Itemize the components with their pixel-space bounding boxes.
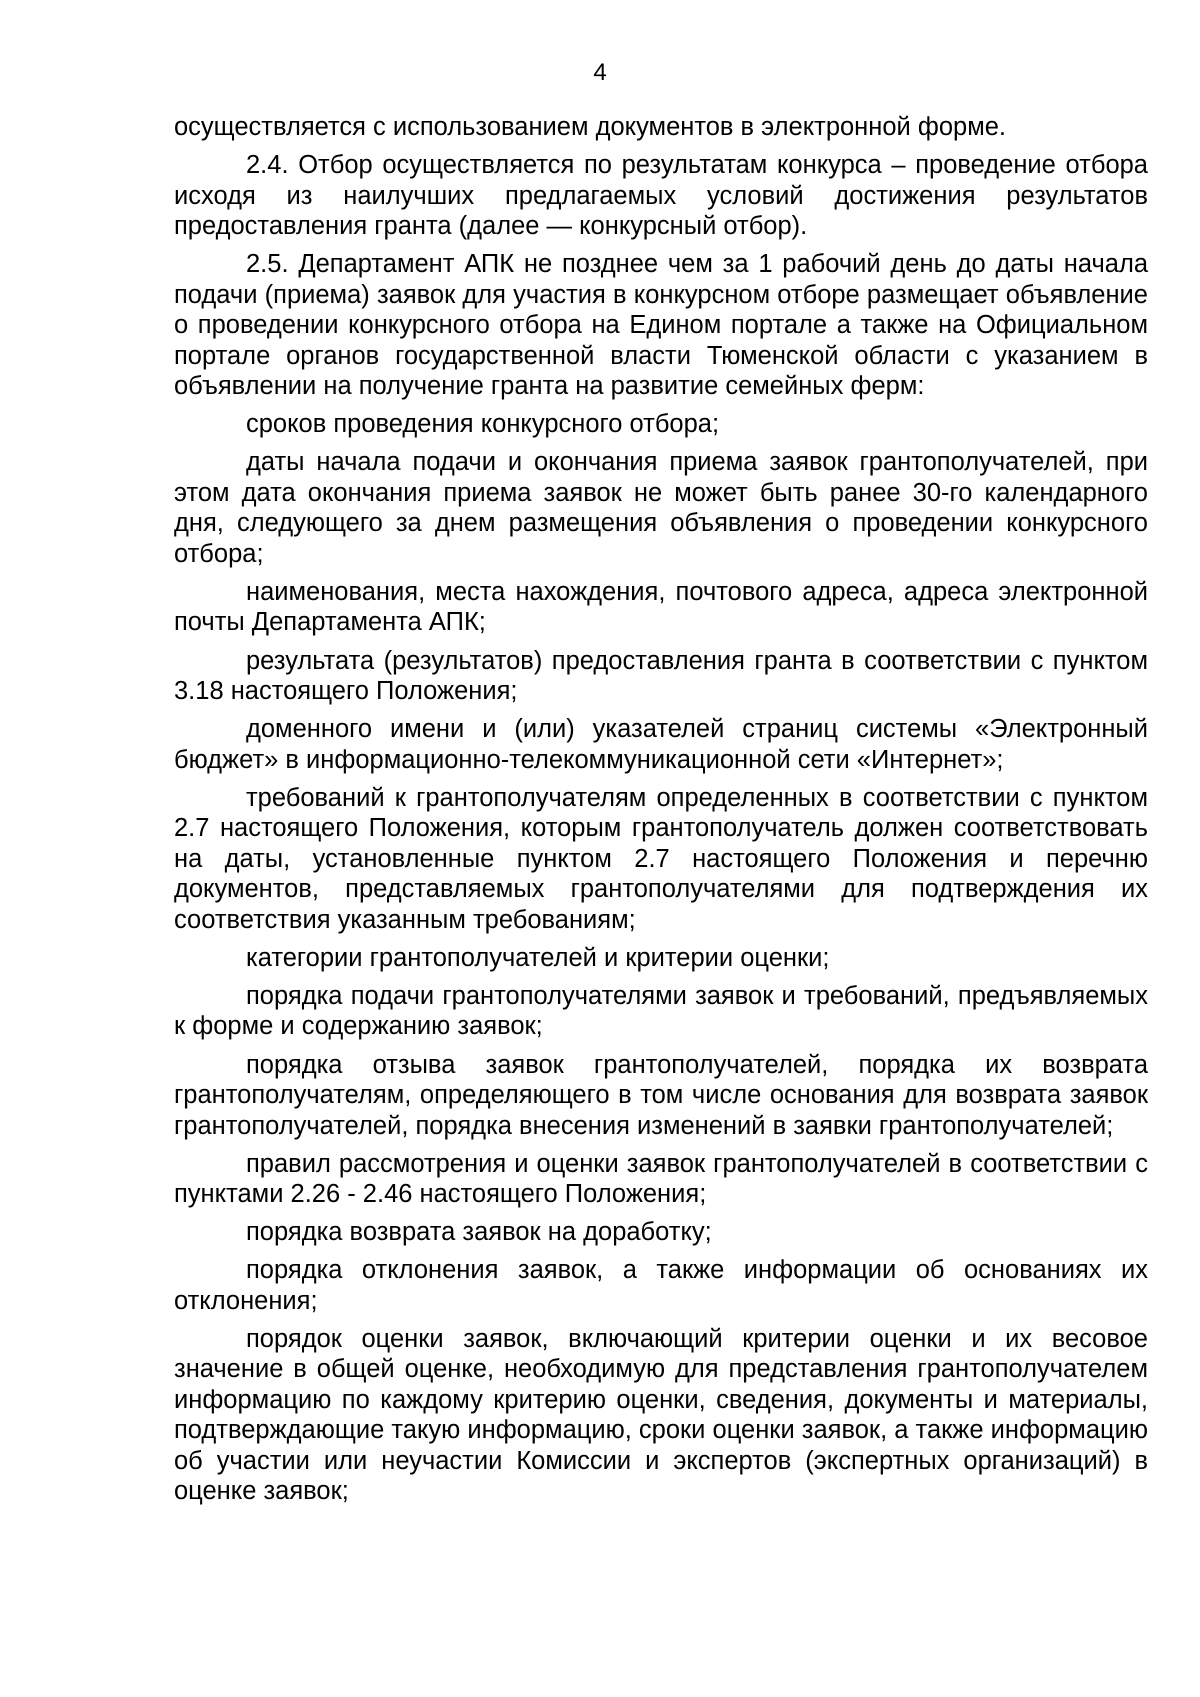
document-body	[174, 112, 1148, 1515]
list-item-domain-name: доменного имени и (или) указателей страниц системы «Электронный бюджет» в информационно-телекоммуникационной сети «Интернет»;	[174, 715, 1148, 774]
list-item-terms: сроков проведения конкурсного отбора;	[246, 410, 720, 439]
list-item-withdrawal-procedure: порядка отзыва заявок грантополучателей, порядка их возврата грантополучателям, определяющего в том числе основания для возврата заявок грантополучателей, порядка внесения изменений в заявки грантополучателей;	[174, 1050, 1148, 1140]
list-item-review-rules: правил рассмотрения и оценки заявок грантополучателей в соответствии с пунктами 2.26 - 2.46 настоящего Положения;	[174, 1149, 1148, 1209]
list-item-dates: даты начала подачи и окончания приема заявок грантополучателей, при этом дата окончания приема заявок не может быть ранее 30-го календарного дня, следующего за днем размещения объявления о проведении конкурсного отбора;	[174, 448, 1148, 568]
list-item-return-for-revision: порядка возврата заявок на доработку;	[246, 1218, 712, 1247]
list-item-requirements: требований к грантополучателям определенных в соответствии с пунктом 2.7 настоящего Положения, которым грантополучатель должен соответствовать на даты, установленные пунктом 2.7 настоящего Положения и перечню документов, представляемых грантополучателями для подтверждения их соответствия указанным требованиям;	[174, 783, 1148, 934]
list-item-evaluation-procedure: порядок оценки заявок, включающий критерии оценки и их весовое значение в общей оценке, необходимую для представления грантополучателем информацию по каждому критерию оценки, сведения, документы и материалы, подтверждающие такую информацию, сроки оценки заявок, а также информацию об участии или неучастии Комиссии и экспертов (экспертных организаций) в оценке заявок;	[174, 1324, 1148, 1506]
page-number: 4	[593, 59, 607, 86]
paragraph-clause-2-5: 2.5. Департамент АПК не позднее чем за 1 рабочий день до даты начала подачи (приема) заявок для участия в конкурсном отборе размещает объявление о проведении конкурсного отбора на Едином портале а также на Официальном портале органов государственной власти Тюменской области с указанием в объявлении на получение гранта на развитие семейных ферм:	[174, 250, 1148, 401]
list-item-department-contacts: наименования, места нахождения, почтового адреса, адреса электронной почты Департамента АПК;	[174, 577, 1148, 637]
paragraph-clause-2-4: 2.4. Отбор осуществляется по результатам конкурса – проведение отбора исходя из наилучших предлагаемых условий достижения результатов предоставления гранта (далее — конкурсный отбор).	[174, 151, 1148, 241]
list-item-results: результата (результатов) предоставления гранта в соответствии с пунктом 3.18 настоящего Положения;	[174, 646, 1148, 706]
paragraph-continuation: осуществляется с использованием документов в электронной форме.	[174, 113, 1006, 141]
list-item-categories: категории грантополучателей и критерии оценки;	[246, 943, 830, 972]
list-item-rejection-procedure: порядка отклонения заявок, а также информации об основаниях их отклонения;	[174, 1256, 1148, 1315]
list-item-submission-procedure: порядка подачи грантополучателями заявок и требований, предъявляемых к форме и содержанию заявок;	[174, 981, 1148, 1041]
